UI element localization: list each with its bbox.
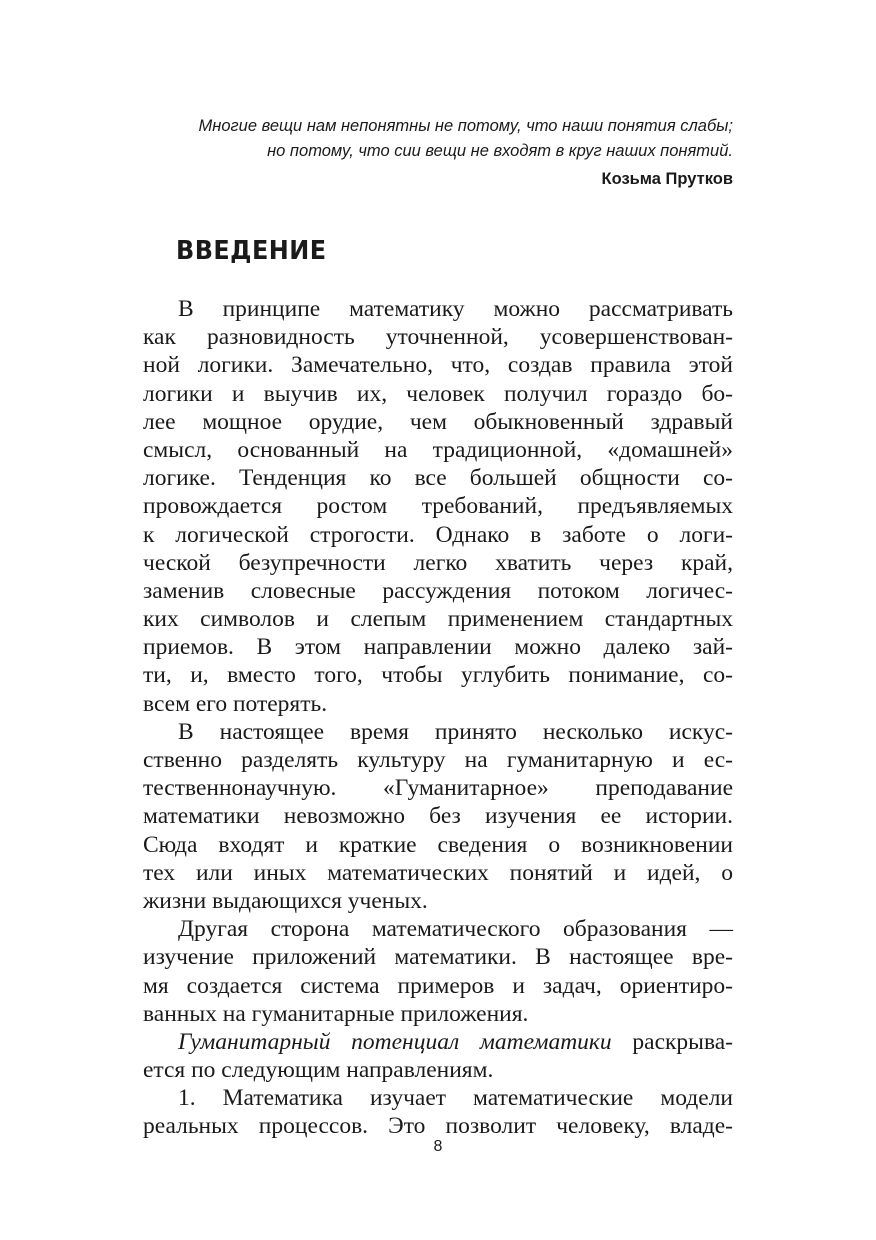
text-line: как разновидность уточненной, усовершенствован- [143,324,733,351]
text-line: жизни выдающихся ученых. [143,887,428,914]
text-line: В настоящее время принято несколько искус- [178,718,733,745]
text-line: провождается ростом требований, предъявляемых [143,493,733,520]
text-line: изучение приложений математики. В настоящее вре- [143,944,733,971]
paragraph [143,915,733,1028]
paragraph [143,718,733,915]
paragraph [143,295,733,718]
emphasized-phrase: Гуманитарный потенциал математики [178,1028,612,1055]
text-line: математики невозможно без изучения ее истории. [143,803,733,830]
chapter-heading: ВВЕДЕНИЕ [176,236,327,266]
text-line: Другая сторона математического образования — [178,916,733,943]
text-line: 1. Математика изучает математические модели [178,1085,733,1112]
text-line: реальных процессов. Это позволит человеку, владе- [143,1113,733,1140]
text-line: ких символов и слепым применением стандартных [143,606,733,633]
text-line: приемов. В этом направлении можно далеко зай- [143,634,733,661]
epigraph [140,114,733,192]
text-line: логики и выучив их, человек получил гораздо бо- [143,380,733,407]
text-line: ственно разделять культуру на гуманитарную и ес- [143,747,733,773]
text-line: тех или иных математических понятий и идей, о [143,859,733,886]
paragraph [143,1028,733,1084]
epigraph-author: Козьма Прутков [601,170,733,188]
paragraph [143,1084,733,1140]
epigraph-line: Многие вещи нам непонятны не потому, что наши понятия слабы; [198,117,733,135]
text-fragment: раскрыва- [611,1028,733,1055]
text-line: ванных на гуманитарные приложения. [143,1000,529,1027]
text-line: мя создается система примеров и задач, ориентиро- [143,972,733,999]
text-line: лее мощное орудие, чем обыкновенный здравый [143,408,733,435]
text-line: ти, и, вместо того, чтобы углубить понимание, со- [143,662,733,689]
text-line: логике. Тенденция ко все большей общности со- [143,465,733,492]
text-line: всем его потерять. [143,690,328,717]
text-line: к логической строгости. Однако в заботе о логи- [143,521,733,548]
text-line: ческой безупречности легко хватить через край, [143,549,733,576]
text-line: тественнонаучную. «Гуманитарное» преподавание [143,775,733,802]
text-line: заменив словесные рассуждения потоком логичес- [143,577,733,604]
page-number: 8 [433,1138,443,1155]
text-line [143,1028,733,1056]
text-line: смысл, основанный на традиционной, «домашней» [143,436,733,463]
text-line: В принципе математику можно рассматривать [178,296,733,322]
text-line: ется по следующим направлениям. [143,1057,494,1084]
epigraph-line: но потому, что сии вещи не входят в круг наших понятий. [267,142,733,160]
text-line: ной логики. Замечательно, что, создав правила этой [143,352,733,379]
text-line: Сюда входят и краткие сведения о возникновении [143,831,733,858]
body-text [143,295,733,1141]
